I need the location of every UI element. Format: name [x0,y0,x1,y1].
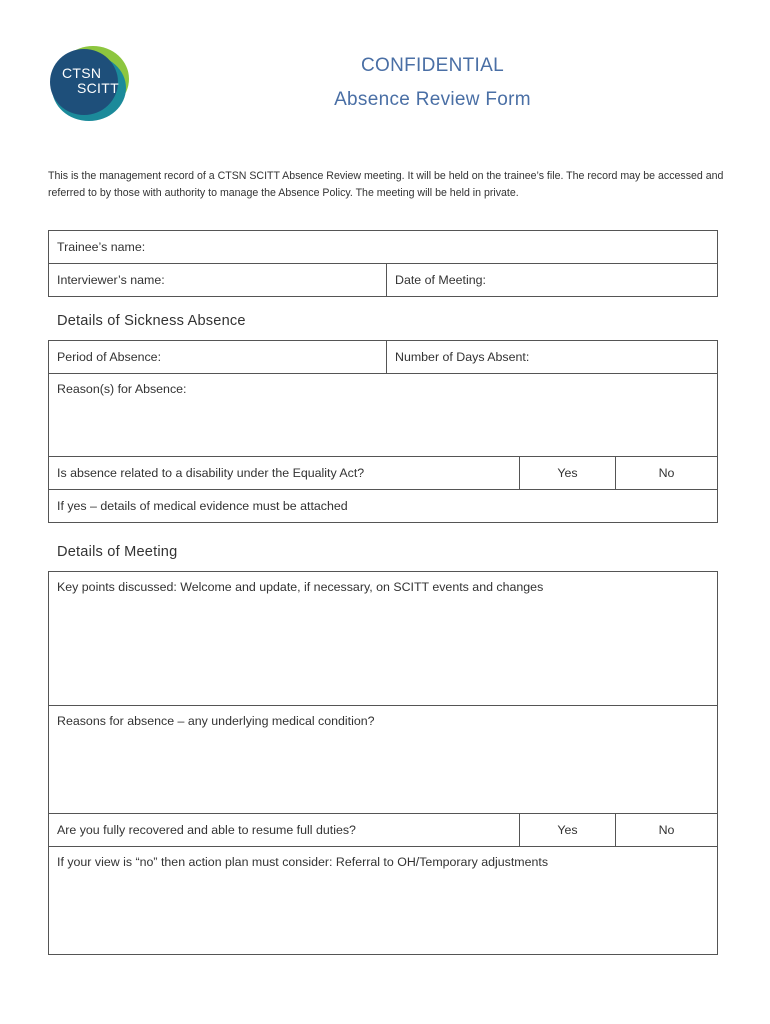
disability-yes-option[interactable]: Yes [520,457,616,490]
recovered-question: Are you fully recovered and able to resume full duties? [49,814,520,847]
disability-question: Is absence related to a disability under the Equality Act? [49,457,520,490]
days-absent-field[interactable] [387,341,718,374]
action-plan-label: If your view is “no” then action plan must consider: Referral to OH/Temporary adjustments [57,855,549,869]
intro-paragraph: This is the management record of a CTSN SCITT Absence Review meeting. It will be held on the trainee’s file. The record may be accessed and referred to by those with authority to manage the Absence Policy. The meeting will be held in private. [48,170,724,199]
sickness-section-heading: Details of Sickness Absence [57,313,246,329]
action-plan-field[interactable] [49,847,718,955]
date-of-meeting-field[interactable] [387,264,718,297]
logo-line-2: SCITT [77,80,119,96]
interviewer-name-field[interactable] [49,264,387,297]
recovered-no-option[interactable]: No [616,814,718,847]
trainee-name-label: Trainee’s name: [57,240,146,254]
disability-no-option[interactable]: No [616,457,718,490]
key-points-label: Key points discussed: Welcome and update, if necessary, on SCITT events and changes [57,580,544,594]
underlying-condition-field[interactable] [49,706,718,814]
reasons-for-absence-field[interactable] [49,374,718,457]
trainee-name-field[interactable] [49,231,718,264]
recovered-yes-option[interactable]: Yes [520,814,616,847]
logo-line-1: CTSN [62,65,102,81]
interviewer-name-label: Interviewer’s name: [57,273,165,287]
trainee-info-table [48,230,718,297]
form-title: Absence Review Form [334,89,531,110]
reasons-for-absence-label: Reason(s) for Absence: [57,382,187,396]
period-of-absence-label: Period of Absence: [57,350,162,364]
medical-evidence-note: If yes – details of medical evidence must be attached [49,490,718,523]
sickness-absence-table [48,340,718,523]
period-of-absence-field[interactable] [49,341,387,374]
key-points-field[interactable] [49,572,718,706]
underlying-condition-label: Reasons for absence – any underlying medical condition? [57,714,375,728]
days-absent-label: Number of Days Absent: [395,350,530,364]
date-of-meeting-label: Date of Meeting: [395,273,486,287]
meeting-section-heading: Details of Meeting [57,544,178,560]
meeting-details-table [48,571,718,955]
confidential-heading: CONFIDENTIAL [361,55,504,76]
